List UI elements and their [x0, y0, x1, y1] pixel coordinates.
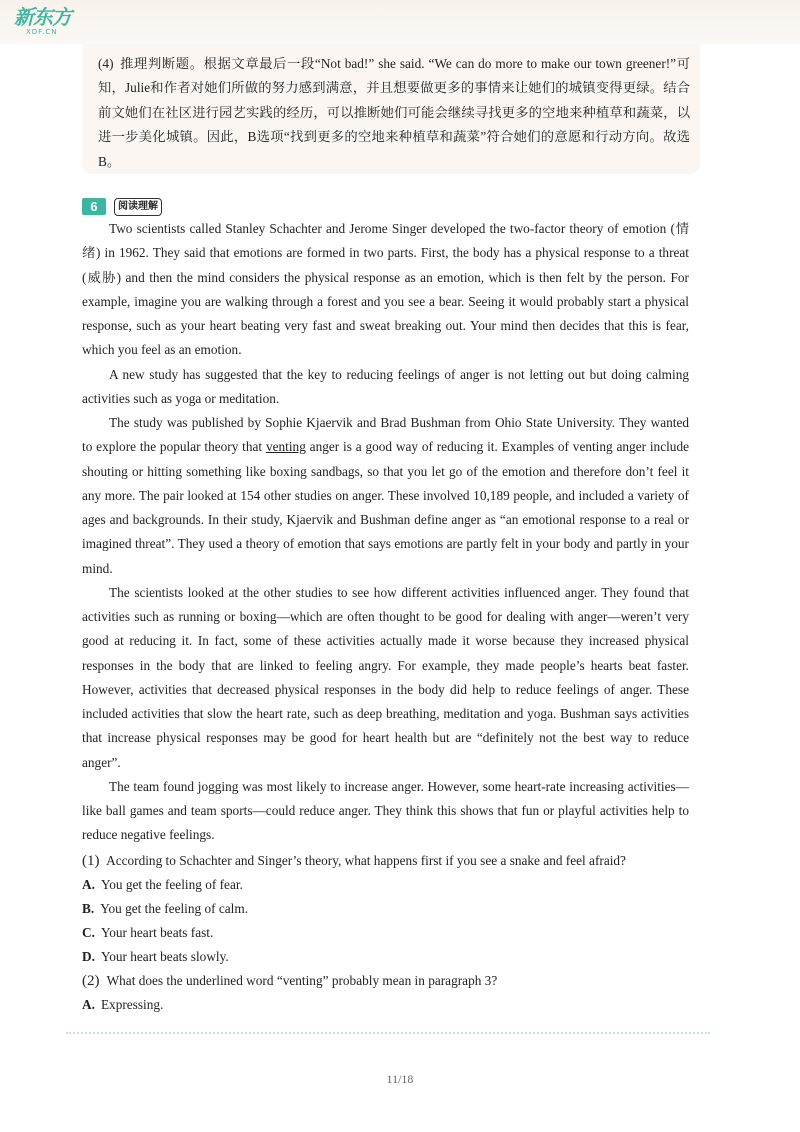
question-1 — [82, 849, 689, 873]
paragraph-2: A new study has suggested that the key to reducing feelings of anger is not letting out but doing calming activities such as yoga or meditation. — [82, 366, 689, 406]
option-label: B. — [82, 901, 95, 916]
question-type-tag: 阅读理解 — [114, 198, 162, 216]
page-number: 11/18 — [386, 1072, 414, 1086]
option-text: Expressing. — [100, 997, 164, 1012]
question-1-text: According to Schachter and Singer’s theory, what happens first if you see a snake and feel afraid? — [106, 853, 626, 868]
question-2-option-a[interactable] — [82, 993, 689, 1017]
question-1-option-d[interactable] — [82, 945, 689, 969]
paragraph-1: Two scientists called Stanley Schachter and Jerome Singer developed the two-factor theory of emotion (情绪) in 1962. They said that emotions are formed in two parts. First, the body has a physical response to a threat (威胁) and then the mind considers the physical response as an emotion, which is then felt by the person. For example, imagine you are walking through a forest and you see a bear. Seeing it would probably start a physical response, such as your heart beating very fast and sweat breaking out. Your mind then decides that this is fear, which you feel as an emotion. — [82, 221, 689, 358]
question-1-number: (1) — [82, 853, 100, 869]
question-2 — [82, 969, 689, 993]
question-2-text: What does the underlined word “venting” probably mean in paragraph 3? — [106, 973, 498, 988]
question-number-badge: 6 — [82, 198, 106, 215]
paragraph-4: The scientists looked at the other studies to see how different activities influenced anger. They found that activities such as running or boxing—which are often thought to be good for dealing with anger—weren’t very good at reducing it. In fact, some of these activities actually made it worse because they increased physical responses in the body that are linked to feeling angry. For example, they made people’s hearts beat faster. However, activities that decreased physical responses in the body did help to reduce feelings of anger. These included activities that slow the heart rate, such as deep breathing, meditation and yoga. Bushman says activities that increase physical responses may be good for heart health but are “definitely not the best way to reduce anger”. — [82, 584, 689, 770]
paragraph-3-part-2: anger is a good way of reducing it. Examples of venting anger include shouting or hitting something like boxing sandbags, so that you let go of the emotion and therefore don’t feel it any more. The pair looked at 154 other studies on anger. These involved 10,189 people, and included a variety of ages and backgrounds. In their study, Kjaervik and Bushman define anger as “an emotional response to a real or imagined threat”. They used a theory of emotion that says emotions are partly felt in your body and partly in your mind. — [82, 439, 689, 576]
option-text: Your heart beats fast. — [100, 925, 214, 940]
option-label: D. — [82, 949, 95, 964]
option-text: You get the feeling of fear. — [100, 877, 243, 892]
paragraph-3-part-1: The study was published by Sophie Kjaervik and Brad Bushman from Ohio State University. They wanted to explore the popular theory that — [82, 415, 689, 455]
dotted-divider — [66, 1032, 710, 1034]
option-label: A. — [82, 997, 95, 1012]
reading-passage — [82, 217, 689, 848]
question-1-option-c[interactable] — [82, 921, 689, 945]
logo-sub-text: XDF.CN — [26, 28, 58, 36]
paragraph-3 — [82, 411, 689, 581]
question-header — [82, 197, 162, 216]
answer-number: (4) — [98, 56, 114, 71]
logo-main-text: 新东方 — [14, 5, 71, 29]
question-2-number: (2) — [82, 973, 100, 989]
underlined-word-venting: venting — [265, 439, 306, 455]
header-band — [0, 0, 800, 44]
option-label: C. — [82, 925, 95, 940]
xdf-logo — [14, 6, 78, 42]
question-1-option-b[interactable] — [82, 897, 689, 921]
option-label: A. — [82, 877, 95, 892]
answer-explanation — [98, 52, 690, 174]
paragraph-5: The team found jogging was most likely to increase anger. However, some heart-rate increasing activities—like ball games and team sports—could reduce anger. They think this shows that fun or playful activities help to reduce negative feelings. — [82, 778, 689, 843]
option-text: Your heart beats slowly. — [100, 949, 229, 964]
option-text: You get the feeling of calm. — [100, 901, 249, 916]
question-list — [82, 849, 689, 1017]
question-1-option-a[interactable] — [82, 873, 689, 897]
answer-body: 推理判断题。根据文章最后一段“Not bad!” she said. “We can do more to make our town greener!”可知，Julie和作者对她们所做的努力感到满意，并且想要做更多的事情来让她们的城镇变得更绿。结合前文她们在社区进行园艺实践的经历，可以推断她们可能会继续寻找更多的空地来种植草和蔬菜，以进一步美化城镇。因此，B选项“找到更多的空地来种植草和蔬菜”符合她们的意愿和行动方向。故选B。 — [98, 56, 690, 169]
